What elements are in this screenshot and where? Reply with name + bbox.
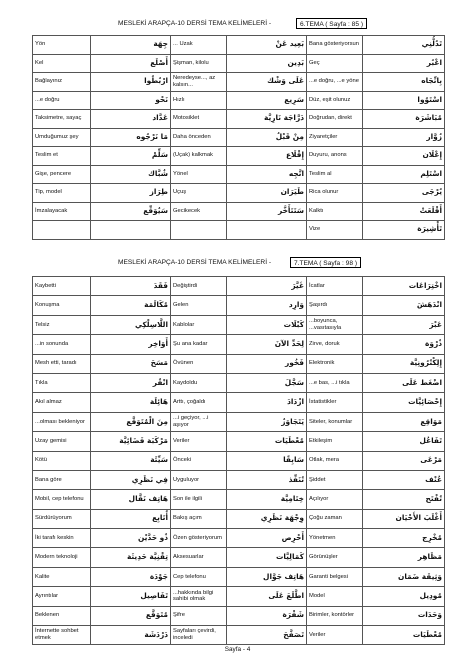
arabic-cell: إِحْصَائِيَّات xyxy=(363,393,445,412)
arabic-cell: مُودِيل xyxy=(363,587,445,606)
table-row xyxy=(33,509,445,528)
turkish-cell: Mobil, cep telefonu xyxy=(33,490,91,509)
table2-vocabulary xyxy=(32,276,445,645)
arabic-cell: عَلَى وَشْك xyxy=(227,73,307,92)
turkish-cell: Duyuru, anons xyxy=(307,147,363,166)
arabic-cell: جِهَة xyxy=(91,36,171,55)
turkish-cell: Sayfaları çevirdi, inceledi xyxy=(171,626,227,645)
table2-header xyxy=(0,256,475,270)
arabic-cell: سَتَتَأَخَّر xyxy=(227,202,307,221)
table-row xyxy=(33,277,445,296)
turkish-cell: Şifre xyxy=(171,606,227,625)
arabic-cell: شَفْرَة xyxy=(227,606,307,625)
turkish-cell: Siteler, konumlar xyxy=(307,412,363,431)
arabic-cell: سَابِقًا xyxy=(227,451,307,470)
turkish-cell: Bağlayınız xyxy=(33,73,91,92)
arabic-cell: يُرْجَى xyxy=(363,184,445,203)
arabic-cell: وَثِيقَة ضَمَان xyxy=(363,567,445,586)
arabic-cell: كَبْلَات xyxy=(227,315,307,334)
turkish-cell: Telsiz xyxy=(33,315,91,334)
arabic-cell: اطَّلَعَ عَلَى xyxy=(227,587,307,606)
turkish-cell: İmzalayacak xyxy=(33,202,91,221)
turkish-cell: İnternette sohbet etmek xyxy=(33,626,91,645)
turkish-cell: Otlak, mera xyxy=(307,451,363,470)
arabic-cell: مَا نَرْجُوه xyxy=(91,128,171,147)
arabic-cell: هَاتِف جَوَّال xyxy=(227,567,307,586)
arabic-cell: وِجْهَة نَظَرِي xyxy=(227,509,307,528)
arabic-cell: تَصَفَّحَ xyxy=(227,626,307,645)
turkish-cell: Kaydoldu xyxy=(171,373,227,392)
turkish-cell: Sürdürüyorum xyxy=(33,509,91,528)
turkish-cell: (Uçak) kalkmak xyxy=(171,147,227,166)
arabic-cell: زُوَّار xyxy=(363,128,445,147)
arabic-cell: مَسَحَ xyxy=(91,354,171,373)
arabic-cell: نَحْو xyxy=(91,91,171,110)
turkish-cell: Hızlı xyxy=(171,91,227,110)
table-row xyxy=(33,221,445,240)
arabic-cell: دَرْدَشَة xyxy=(91,626,171,645)
arabic-cell: تُنَفِّذ xyxy=(227,470,307,489)
turkish-cell: Uçuş xyxy=(171,184,227,203)
turkish-cell: ...boyunca, ...vasıtasıyla xyxy=(307,315,363,334)
table-row xyxy=(33,296,445,315)
turkish-cell: Veriler xyxy=(171,432,227,451)
turkish-cell: Şişman, kilolu xyxy=(171,54,227,73)
turkish-cell: ...i geçiyor, ...i aşıyor xyxy=(171,412,227,431)
turkish-cell xyxy=(171,221,227,240)
turkish-cell: Kalite xyxy=(33,567,91,586)
table2-header-title: MESLEKİ ARAPÇA-10 DERSİ TEMA KELİMELERİ - xyxy=(118,259,272,266)
table-row xyxy=(33,548,445,567)
arabic-cell: مُخْرِج xyxy=(363,529,445,548)
arabic-cell: إِقْلَاع xyxy=(227,147,307,166)
arabic-cell: مِنَ الْمُتَوَقَّع xyxy=(91,412,171,431)
arabic-cell: مَرْعَى xyxy=(363,451,445,470)
table-row xyxy=(33,36,445,55)
turkish-cell: ...e bas, ...i tıkla xyxy=(307,373,363,392)
arabic-cell: هَائِلَة xyxy=(91,393,171,412)
arabic-cell xyxy=(91,221,171,240)
arabic-cell: غَيَّرَ xyxy=(227,277,307,296)
table-row xyxy=(33,529,445,548)
turkish-cell: Kel xyxy=(33,54,91,73)
arabic-cell: تَفَاعُل xyxy=(363,432,445,451)
arabic-cell: اتَّجِه xyxy=(227,165,307,184)
turkish-cell: Önceki xyxy=(171,451,227,470)
turkish-cell: ...hakkında bilgi sahibi olmak xyxy=(171,587,227,606)
arabic-cell: تَفَاصِيل xyxy=(91,587,171,606)
turkish-cell: Tip, model xyxy=(33,184,91,203)
table-row xyxy=(33,354,445,373)
turkish-cell: Gelen xyxy=(171,296,227,315)
arabic-cell: أَوَاخِر xyxy=(91,335,171,354)
arabic-cell: مُكَالَمَة xyxy=(91,296,171,315)
turkish-cell: Mesh etti, taradı xyxy=(33,354,91,373)
turkish-cell: ...e doğru, ...e yöne xyxy=(307,73,363,92)
arabic-cell: خِتَامِيَّة xyxy=(227,490,307,509)
arabic-cell: اسْتَلِم xyxy=(363,165,445,184)
arabic-cell: اعْبُر xyxy=(363,54,445,73)
arabic-cell: عَدَّاد xyxy=(91,110,171,129)
arabic-cell: لِحَدِّ الآنَ xyxy=(227,335,307,354)
table-row xyxy=(33,165,445,184)
turkish-cell: Akıl almaz xyxy=(33,393,91,412)
arabic-cell: مُتَوَقَّع xyxy=(91,606,171,625)
arabic-cell: سَيِّئَة xyxy=(91,451,171,470)
table-row xyxy=(33,73,445,92)
table-row xyxy=(33,147,445,166)
arabic-cell: جَوْدَة xyxy=(91,567,171,586)
arabic-cell: تَدُلُّنِي xyxy=(363,36,445,55)
turkish-cell: Bakış açım xyxy=(171,509,227,528)
turkish-cell: Konuşma xyxy=(33,296,91,315)
arabic-cell: عَبْرَ xyxy=(363,315,445,334)
table-row xyxy=(33,490,445,509)
turkish-cell: Düz, eşit olunuz xyxy=(307,91,363,110)
arabic-cell: مَظَاهِر xyxy=(363,548,445,567)
turkish-cell: Şu ana kadar xyxy=(171,335,227,354)
turkish-cell: Arttı, çoğaldı xyxy=(171,393,227,412)
turkish-cell: ...in sonunda xyxy=(33,335,91,354)
arabic-cell: فِي نَظَرِي xyxy=(91,470,171,489)
arabic-cell: اخْتِرَاعَات xyxy=(363,277,445,296)
table-row xyxy=(33,373,445,392)
turkish-cell: Son ile ilgili xyxy=(171,490,227,509)
table2-header-box: 7.TEMA ( Sayfa : 98 ) xyxy=(290,257,361,268)
arabic-cell: اضْغَط عَلَى xyxy=(363,373,445,392)
arabic-cell: مِنْ قَبْلُ xyxy=(227,128,307,147)
turkish-cell: Görünüşler xyxy=(307,548,363,567)
arabic-cell: شُبَّاك xyxy=(91,165,171,184)
table-row xyxy=(33,202,445,221)
turkish-cell: Bana gösteriyorsun xyxy=(307,36,363,55)
arabic-cell: ازْدَادَ xyxy=(227,393,307,412)
arabic-cell: بَدِين xyxy=(227,54,307,73)
arabic-cell: هَاتِف نَقَّال xyxy=(91,490,171,509)
arabic-cell: يَتَجَاوَزُ xyxy=(227,412,307,431)
table-row xyxy=(33,587,445,606)
table-row xyxy=(33,567,445,586)
turkish-cell: Çoğu zaman xyxy=(307,509,363,528)
turkish-cell: Beklenen xyxy=(33,606,91,625)
arabic-cell: طَيَرَان xyxy=(227,184,307,203)
turkish-cell: Kaybetti xyxy=(33,277,91,296)
arabic-cell: طِرَاز xyxy=(91,184,171,203)
turkish-cell: Model xyxy=(307,587,363,606)
turkish-cell: Kablolar xyxy=(171,315,227,334)
table1-header-box: 6.TEMA ( Sayfa : 85 ) xyxy=(296,18,367,29)
turkish-cell: Umduğumuz şey xyxy=(33,128,91,147)
arabic-cell: مُعْطَيَات xyxy=(227,432,307,451)
arabic-cell: اللَّاسِلْكِي xyxy=(91,315,171,334)
arabic-cell: أَحْرِص xyxy=(227,529,307,548)
table-row xyxy=(33,91,445,110)
turkish-cell: ...e doğru xyxy=(33,91,91,110)
turkish-cell: Şaşırdı xyxy=(307,296,363,315)
turkish-cell: Kötü xyxy=(33,451,91,470)
page-footer: Sayfa - 4 xyxy=(224,646,251,653)
arabic-cell: مَوَاقِع xyxy=(363,412,445,431)
arabic-cell: سَلِّمْ xyxy=(91,147,171,166)
turkish-cell: İstatistikler xyxy=(307,393,363,412)
arabic-cell: ذُرْوَة xyxy=(363,335,445,354)
table-row xyxy=(33,451,445,470)
arabic-cell: عُنْف xyxy=(363,470,445,489)
table-row xyxy=(33,393,445,412)
turkish-cell: İcatlar xyxy=(307,277,363,296)
arabic-cell: ذُو حَدَّيْن xyxy=(91,529,171,548)
turkish-cell: Daha önceden xyxy=(171,128,227,147)
table-row xyxy=(33,606,445,625)
arabic-cell: فَخُور xyxy=(227,354,307,373)
arabic-cell: وَحَدَات xyxy=(363,606,445,625)
arabic-cell xyxy=(227,221,307,240)
turkish-cell: Rica olunur xyxy=(307,184,363,203)
turkish-cell: Doğrudan, direkt xyxy=(307,110,363,129)
table-row xyxy=(33,412,445,431)
turkish-cell: Elektronik xyxy=(307,354,363,373)
table-row xyxy=(33,335,445,354)
arabic-cell: أَغْلَبَ الأَحْيَان xyxy=(363,509,445,528)
turkish-cell: Etkileşim xyxy=(307,432,363,451)
arabic-cell: أُتَابِع xyxy=(91,509,171,528)
arabic-cell: مُبَاشَرَة xyxy=(363,110,445,129)
turkish-cell: Açılıyor xyxy=(307,490,363,509)
arabic-cell: تَأْشِيرَة xyxy=(363,221,445,240)
table-row xyxy=(33,470,445,489)
turkish-cell: Garanti belgesi xyxy=(307,567,363,586)
turkish-cell: Özen gösteriyorum xyxy=(171,529,227,548)
turkish-cell: Gişe, pencere xyxy=(33,165,91,184)
arabic-cell: كَمَالِيَّات xyxy=(227,548,307,567)
table1-header-title: MESLEKİ ARAPÇA-10 DERSİ TEMA KELİMELERİ - xyxy=(118,20,272,27)
table-row xyxy=(33,432,445,451)
turkish-cell: Ayrıntılar xyxy=(33,587,91,606)
table-row xyxy=(33,110,445,129)
arabic-cell: ارْبُطُوا xyxy=(91,73,171,92)
turkish-cell: Cep telefonu xyxy=(171,567,227,586)
arabic-cell: سَرِيع xyxy=(227,91,307,110)
turkish-cell: Aksesuarlar xyxy=(171,548,227,567)
turkish-cell: Zirve, doruk xyxy=(307,335,363,354)
turkish-cell: Teslim al xyxy=(307,165,363,184)
turkish-cell: Teslim et xyxy=(33,147,91,166)
turkish-cell: Yönel xyxy=(171,165,227,184)
arabic-cell: فَقَدَ xyxy=(91,277,171,296)
arabic-cell: سَجَّلَ xyxy=(227,373,307,392)
turkish-cell: Geç xyxy=(307,54,363,73)
arabic-cell: دَرَّاجَة نَارِيَّة xyxy=(227,110,307,129)
arabic-cell: انْدَهَشَ xyxy=(363,296,445,315)
arabic-cell: بِاتِّجَاه xyxy=(363,73,445,92)
turkish-cell: Birimler, kontörler xyxy=(307,606,363,625)
turkish-cell: Yön xyxy=(33,36,91,55)
turkish-cell: Modern teknoloji xyxy=(33,548,91,567)
arabic-cell: أَصْلَع xyxy=(91,54,171,73)
turkish-cell xyxy=(33,221,91,240)
turkish-cell: Motosiklet xyxy=(171,110,227,129)
table-row xyxy=(33,184,445,203)
turkish-cell: Ziyaretçiler xyxy=(307,128,363,147)
arabic-cell: انْقُر xyxy=(91,373,171,392)
arabic-cell: إِلِكْتُرُونِيَّة xyxy=(363,354,445,373)
arabic-cell: بَعِيد عَنْ xyxy=(227,36,307,55)
turkish-cell: ... Uzak xyxy=(171,36,227,55)
turkish-cell: Gecikecek xyxy=(171,202,227,221)
turkish-cell: Neredeyse..., az kalsın... xyxy=(171,73,227,92)
arabic-cell: وَارِد xyxy=(227,296,307,315)
turkish-cell: Şiddet xyxy=(307,470,363,489)
arabic-cell: تُفْتَح xyxy=(363,490,445,509)
table1-header xyxy=(0,17,475,31)
turkish-cell: Uyguluyor xyxy=(171,470,227,489)
turkish-cell: Yönetmen xyxy=(307,529,363,548)
turkish-cell: Taksimetre, sayaç xyxy=(33,110,91,129)
table-row xyxy=(33,626,445,645)
arabic-cell: مُعْطَيَات xyxy=(363,626,445,645)
turkish-cell: Övünen xyxy=(171,354,227,373)
table-row xyxy=(33,315,445,334)
arabic-cell: سَيُوَقِّع xyxy=(91,202,171,221)
turkish-cell: Veriler xyxy=(307,626,363,645)
arabic-cell: أَقْلَعَتْ xyxy=(363,202,445,221)
table-row xyxy=(33,54,445,73)
arabic-cell: إِعْلَان xyxy=(363,147,445,166)
table1-vocabulary xyxy=(32,35,445,240)
arabic-cell: اسْتَوُوا xyxy=(363,91,445,110)
turkish-cell: Vize xyxy=(307,221,363,240)
arabic-cell: مَرْكَبَة فَضَائِيَّة xyxy=(91,432,171,451)
turkish-cell: Değiştirdi xyxy=(171,277,227,296)
turkish-cell: Tıkla xyxy=(33,373,91,392)
table-row xyxy=(33,128,445,147)
turkish-cell: İki tarafı keskin xyxy=(33,529,91,548)
turkish-cell: Bana göre xyxy=(33,470,91,489)
arabic-cell: تِقْنِيَّة حَدِيثَة xyxy=(91,548,171,567)
turkish-cell: ...olması bekleniyor xyxy=(33,412,91,431)
turkish-cell: Uzay gemisi xyxy=(33,432,91,451)
turkish-cell: Kalktı xyxy=(307,202,363,221)
